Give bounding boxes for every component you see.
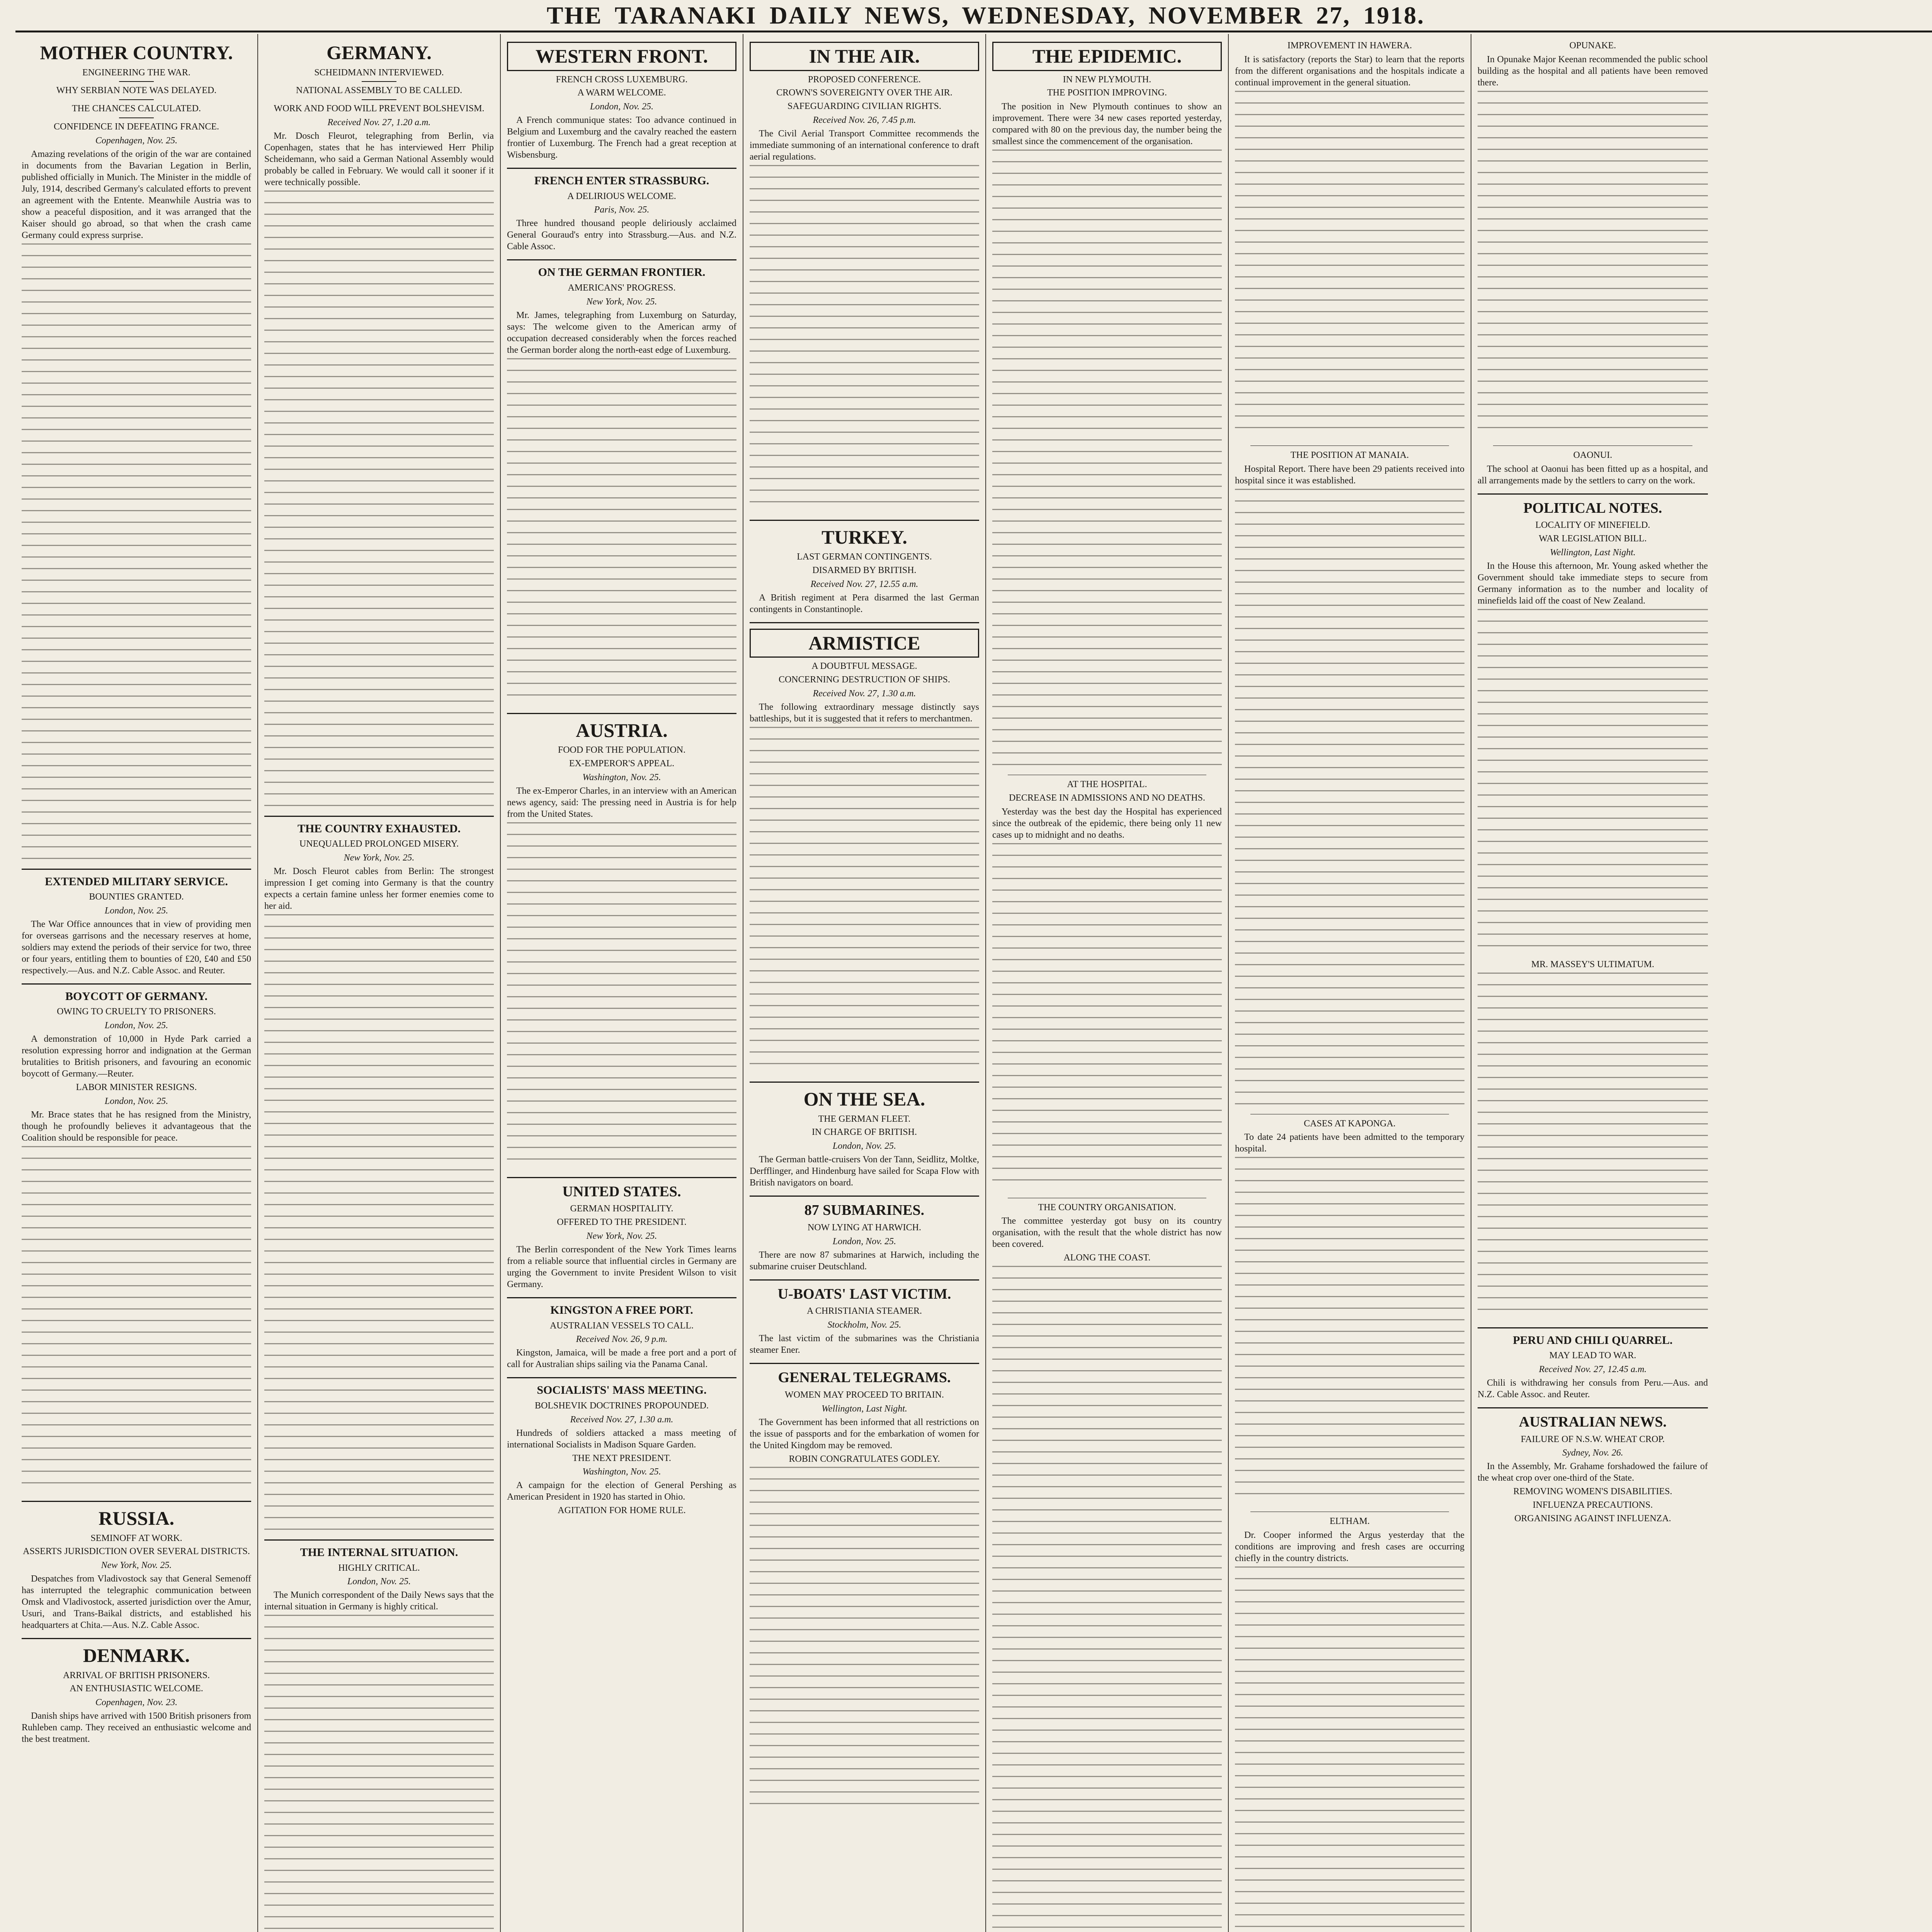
article-germany <box>264 42 494 809</box>
divider <box>264 1539 494 1541</box>
article-peru-chili <box>1478 1334 1708 1400</box>
article-body: Hundreds of soldiers attacked a mass meeting of international Socialists in Madison Square Garden. <box>507 1428 736 1450</box>
article-body: Mr. Brace states that he has resigned from the Ministry, though he profoundly believes it advantageous that the Coalition should be responsible for peace. <box>22 1110 251 1143</box>
article-subhead: ARRIVAL OF BRITISH PRISONERS. <box>63 1670 210 1680</box>
body-text-lines <box>1235 1566 1464 1932</box>
article-subhead: NATIONAL ASSEMBLY TO BE CALLED. <box>296 85 463 96</box>
article-body: The Munich correspondent of the Daily News says that the internal situation in Germany is highly critical. <box>264 1590 494 1612</box>
article-subhead: DISARMED BY BRITISH. <box>812 565 917 576</box>
article-headline: RUSSIA. <box>99 1507 174 1529</box>
article-subhead: A WARM WELCOME. <box>577 88 666 98</box>
article-body: The school at Oaonui has been fitted up as a hospital, and all arrangements made by the settlers to carry on the work. <box>1478 464 1708 486</box>
article-armistice <box>750 629 979 1075</box>
article-subhead: A DOUBTFUL MESSAGE. <box>811 661 917 672</box>
article-headline: WESTERN FRONT. <box>507 42 736 71</box>
dateline: Received Nov. 27, 1.30 a.m. <box>813 689 916 699</box>
article-headline: SOCIALISTS' MASS MEETING. <box>537 1384 707 1397</box>
article-denmark <box>22 1645 251 1745</box>
article-subhead: A CHRISTIANIA STEAMER. <box>806 1306 922 1316</box>
article-general-telegrams <box>750 1369 979 1815</box>
article-body: A demonstration of 10,000 in Hyde Park carried a resolution expressing horror and indignation at the German brutalities to British prisoners, and favouring an economic boycott of Germany.—Reuter. <box>22 1034 251 1079</box>
article-internal-situation <box>264 1546 494 1932</box>
article-body: The Government has been informed that all restrictions on the issue of passports and for the embarkation of women for the United Kingdom may be removed. <box>750 1417 979 1451</box>
divider <box>362 81 396 82</box>
article-subhead: OFFERED TO THE PRESIDENT. <box>557 1217 687 1228</box>
article-subhead: ALONG THE COAST. <box>1063 1253 1151 1263</box>
divider <box>750 622 979 623</box>
article-country-exhausted <box>264 822 494 1532</box>
divider <box>507 1297 736 1298</box>
article-subhead: UNEQUALLED PROLONGED MISERY. <box>299 839 459 849</box>
article-body: The following extraordinary message distinctly says battleships, but it is suggested that it refers to merchantmen. <box>750 702 979 724</box>
divider <box>750 1279 979 1281</box>
column-1 <box>15 34 258 1932</box>
article-manaia <box>1235 450 1464 1107</box>
article-eltham <box>1235 1516 1464 1932</box>
article-subhead: WAR LEGISLATION BILL. <box>1539 534 1647 544</box>
article-subhead: AN ENTHUSIASTIC WELCOME. <box>70 1684 203 1694</box>
dateline: London, Nov. 25. <box>104 1020 168 1031</box>
dateline: New York, Nov. 25. <box>344 853 415 863</box>
dateline: London, Nov. 25. <box>104 1096 168 1107</box>
divider <box>22 1501 251 1502</box>
dateline: London, Nov. 25. <box>590 102 654 112</box>
divider <box>750 1363 979 1364</box>
column-6 <box>1229 34 1471 1932</box>
article-mother-country <box>22 42 251 862</box>
article-subhead: WORK AND FOOD WILL PREVENT BOLSHEVISM. <box>274 104 485 114</box>
article-military-service <box>22 875 251 976</box>
article-subhead: THE CHANCES CALCULATED. <box>72 104 201 114</box>
article-united-states <box>507 1184 736 1290</box>
masthead: THE TARANAKI DAILY NEWS, WEDNESDAY, NOVEMBER 27, 1918. <box>15 0 1932 32</box>
dateline: Received Nov. 26, 9 p.m. <box>576 1334 668 1345</box>
article-oaonui <box>1478 450 1708 486</box>
body-text-lines <box>750 165 979 513</box>
article-country-organisation <box>992 1202 1222 1932</box>
article-headline: GENERAL TELEGRAMS. <box>778 1369 951 1386</box>
divider <box>119 99 154 100</box>
article-subhead: HIGHLY CRITICAL. <box>338 1563 420 1573</box>
article-headline: TURKEY. <box>821 526 907 548</box>
article-headline: PERU AND CHILI QUARREL. <box>1513 1333 1673 1347</box>
article-subhead: FAILURE OF N.S.W. WHEAT CROP. <box>1520 1434 1665 1444</box>
article-epidemic <box>992 42 1222 768</box>
article-subhead: OWING TO CRUELTY TO PRISONERS. <box>57 1007 216 1017</box>
article-subhead: EX-EMPEROR'S APPEAL. <box>569 758 675 769</box>
column-3 <box>501 34 743 1932</box>
dateline: Wellington, Last Night. <box>1550 547 1636 558</box>
article-subhead: OPUNAKE. <box>1569 41 1616 51</box>
article-headline: IN THE AIR. <box>750 42 979 71</box>
dateline: Received Nov. 26, 7.45 p.m. <box>813 115 916 125</box>
article-headline: POLITICAL NOTES. <box>1523 500 1662 516</box>
article-headline: ARMISTICE <box>750 629 979 658</box>
divider <box>750 1196 979 1197</box>
article-subhead: LAST GERMAN CONTINGENTS. <box>797 552 932 562</box>
article-subhead: DECREASE IN ADMISSIONS AND NO DEATHS. <box>1009 793 1206 803</box>
article-subhead: THE GERMAN FLEET. <box>818 1114 911 1124</box>
body-text-lines <box>264 1615 494 1932</box>
article-body: A British regiment at Pera disarmed the last German contingents in Constantinople. <box>750 592 979 614</box>
divider <box>264 816 494 817</box>
article-subhead: AUSTRALIAN VESSELS TO CALL. <box>549 1320 694 1331</box>
column-2 <box>258 34 501 1932</box>
article-hawera <box>1235 40 1464 439</box>
article-headline: EXTENDED MILITARY SERVICE. <box>45 875 228 888</box>
body-text-lines <box>507 822 736 1170</box>
article-subhead: THE POSITION IMPROVING. <box>1047 88 1167 98</box>
article-subhead: ELTHAM. <box>1330 1516 1370 1527</box>
article-subhead: BOUNTIES GRANTED. <box>89 892 184 902</box>
article-headline: THE INTERNAL SITUATION. <box>300 1546 458 1559</box>
body-text-lines <box>1478 973 1708 1320</box>
article-subhead: ROBIN CONGRATULATES GODLEY. <box>789 1454 940 1464</box>
article-russia <box>22 1507 251 1631</box>
article-subhead: LABOR MINISTER RESIGNS. <box>76 1082 197 1093</box>
article-subhead: THE POSITION AT MANAIA. <box>1290 450 1409 460</box>
article-subhead: GERMAN HOSPITALITY. <box>570 1204 673 1214</box>
article-subhead: MR. MASSEY'S ULTIMATUM. <box>1531 959 1655 969</box>
body-text-lines <box>1478 609 1708 957</box>
article-subhead: CONFIDENCE IN DEFEATING FRANCE. <box>53 121 219 132</box>
article-body: Mr. Dosch Fleurot, telegraphing from Berlin, via Copenhagen, states that he has interviewed Herr Philip Scheidemann, who said a German National Assembly would probably be called in February. We would call it sooner if it were technically possible. <box>264 131 494 187</box>
article-subhead: CASES AT KAPONGA. <box>1304 1118 1396 1129</box>
article-subhead: A DELIRIOUS WELCOME. <box>567 191 676 201</box>
body-text-lines <box>264 914 494 1532</box>
columns <box>15 34 1932 1932</box>
column-5 <box>986 34 1229 1932</box>
divider <box>1478 1327 1708 1328</box>
divider <box>1478 493 1708 495</box>
article-subhead: AGITATION FOR HOME RULE. <box>558 1505 686 1516</box>
body-text-lines <box>22 243 251 862</box>
article-headline: ON THE SEA. <box>803 1088 925 1110</box>
article-subhead: NOW LYING AT HARWICH. <box>807 1222 922 1233</box>
body-text-lines <box>1478 91 1708 439</box>
article-body: Danish ships have arrived with 1500 British prisoners from Ruhleben camp. They received an enthusiastic welcome and the best treatment. <box>22 1711 251 1745</box>
article-subhead: FRENCH CROSS LUXEMBURG. <box>556 74 688 85</box>
article-subhead: IMPROVEMENT IN HAWERA. <box>1287 41 1412 51</box>
article-political-notes <box>1478 500 1708 1320</box>
article-subhead: IN CHARGE OF BRITISH. <box>811 1127 917 1138</box>
article-socialists <box>507 1384 736 1516</box>
dateline: London, Nov. 25. <box>104 905 168 916</box>
divider <box>507 168 736 169</box>
column-7 <box>1471 34 1714 1932</box>
article-subhead: OAONUI. <box>1573 450 1612 460</box>
body-text-lines <box>992 843 1222 1191</box>
body-text-lines <box>507 358 736 706</box>
article-hospital <box>992 779 1222 1191</box>
article-subhead: BOLSHEVIK DOCTRINES PROPOUNDED. <box>534 1400 709 1411</box>
article-subhead: MAY LEAD TO WAR. <box>1549 1350 1636 1361</box>
dateline: New York, Nov. 25. <box>586 296 657 307</box>
article-subhead: SCHEIDMANN INTERVIEWED. <box>314 67 444 78</box>
article-subhead: THE COUNTRY ORGANISATION. <box>1038 1202 1176 1213</box>
dateline: New York, Nov. 25. <box>101 1560 172 1571</box>
article-australian-news <box>1478 1414 1708 1524</box>
article-body: The position in New Plymouth continues to show an improvement. There were 34 new cases reported yesterday, compared with 80 on the previous day, the number being the smallest since the commencement of the organisation. <box>992 102 1222 147</box>
body-text-lines <box>22 1146 251 1494</box>
dateline: Received Nov. 27, 12.55 a.m. <box>810 579 918 589</box>
article-german-frontier <box>507 266 736 706</box>
article-subhead: THE NEXT PRESIDENT. <box>572 1453 671 1463</box>
dateline: Copenhagen, Nov. 23. <box>95 1697 178 1708</box>
article-headline: KINGSTON A FREE PORT. <box>550 1304 693 1317</box>
divider <box>119 81 154 82</box>
body-text-lines <box>1235 1157 1464 1505</box>
divider <box>22 983 251 985</box>
dateline: Copenhagen, Nov. 25. <box>95 135 178 146</box>
body-text-lines <box>750 1467 979 1815</box>
article-headline: ON THE GERMAN FRONTIER. <box>538 266 706 279</box>
divider <box>750 1082 979 1083</box>
article-headline: UNITED STATES. <box>562 1183 681 1200</box>
article-body: The War Office announces that in view of providing men for overseas garrisons and the necessary reserves at home, soldiers may extend the periods of their service for two, three or four years, entitling them to bounties of £20, £40 and £50 respectively.—Aus. and N.Z. Cable Assoc. and Reuter. <box>22 919 251 976</box>
article-subhead: WHY SERBIAN NOTE WAS DELAYED. <box>56 85 217 96</box>
article-headline: THE EPIDEMIC. <box>992 42 1222 71</box>
article-submarines <box>750 1202 979 1272</box>
article-headline: AUSTRIA. <box>576 719 668 741</box>
dateline: Stockholm, Nov. 25. <box>827 1320 901 1330</box>
article-body: To date 24 patients have been admitted to the temporary hospital. <box>1235 1132 1464 1154</box>
article-subhead: AT THE HOSPITAL. <box>1067 779 1147 790</box>
body-text-lines <box>1235 489 1464 1107</box>
article-body: The last victim of the submarines was the Christiania steamer Ener. <box>750 1333 979 1355</box>
article-subhead: ORGANISING AGAINST INFLUENZA. <box>1514 1514 1671 1524</box>
article-headline: BOYCOTT OF GERMANY. <box>65 990 208 1003</box>
body-text-lines <box>750 727 979 1075</box>
dateline: London, Nov. 25. <box>832 1141 896 1151</box>
article-subhead: PROPOSED CONFERENCE. <box>808 74 921 85</box>
article-subhead: WOMEN MAY PROCEED TO BRITAIN. <box>784 1389 944 1400</box>
article-subhead: INFLUENZA PRECAUTIONS. <box>1532 1500 1653 1510</box>
article-body: Dr. Cooper informed the Argus yesterday that the conditions are improving and fresh cases are occurring chiefly in the country districts. <box>1235 1530 1464 1564</box>
article-subhead: FOOD FOR THE POPULATION. <box>558 745 686 755</box>
divider <box>507 1377 736 1378</box>
body-text-lines <box>992 1266 1222 1932</box>
article-turkey <box>750 526 979 615</box>
body-text-lines <box>264 190 494 809</box>
article-body: The German battle-cruisers Von der Tann, Seidlitz, Moltke, Derfflinger, and Hindenburg have sailed for Scapa Flow with British navigators on board. <box>750 1155 979 1188</box>
article-body: In the House this afternoon, Mr. Young asked whether the Government should take immediate steps to secure from Germany information as to the number and locality of minefields laid off the coast of New Zealand. <box>1478 561 1708 606</box>
article-body: Despatches from Vladivostock say that General Semenoff has interrupted the telegraphic communication between Omsk and Vladivostock, asserted jurisdiction over the Amur, Usuri, and Trans-Baikal districts, and established his headquarters at Chita.—Aus. N.Z. Cable Assoc. <box>22 1574 251 1631</box>
article-kaponga <box>1235 1118 1464 1505</box>
dateline: Sydney, Nov. 26. <box>1562 1448 1623 1458</box>
article-body: The committee yesterday got busy on its country organisation, with the result that the whole district has now been covered. <box>992 1216 1222 1250</box>
body-text-lines <box>1235 91 1464 439</box>
article-subhead: LOCALITY OF MINEFIELD. <box>1535 520 1650 531</box>
dateline: Received Nov. 27, 1.30 a.m. <box>570 1414 673 1425</box>
dateline: Washington, Nov. 25. <box>582 1467 661 1477</box>
article-subhead: IN NEW PLYMOUTH. <box>1063 74 1151 85</box>
article-headline: 87 SUBMARINES. <box>804 1202 925 1219</box>
divider <box>119 117 154 118</box>
article-subhead: REMOVING WOMEN'S DISABILITIES. <box>1513 1486 1672 1497</box>
article-headline: FRENCH ENTER STRASSBURG. <box>534 174 709 187</box>
article-body: Mr. James, telegraphing from Luxemburg on Saturday, says: The welcome given to the American army of occupation decreased considerably when the forces reached the German border along the north-east edge of Luxemburg. <box>507 310 736 355</box>
article-on-the-sea <box>750 1088 979 1189</box>
divider <box>22 869 251 870</box>
dateline: Received Nov. 27, 1.20 a.m. <box>327 117 431 128</box>
article-headline: AUSTRALIAN NEWS. <box>1519 1413 1667 1430</box>
article-body: Chili is withdrawing her consuls from Peru.—Aus. and N.Z. Cable Assoc. and Reuter. <box>1478 1378 1708 1400</box>
dateline: Washington, Nov. 25. <box>582 772 661 782</box>
article-subhead: ENGINEERING THE WAR. <box>82 67 190 78</box>
article-subhead: SAFEGUARDING CIVILIAN RIGHTS. <box>787 101 941 112</box>
article-body: In Opunake Major Keenan recommended the public school building as the hospital and all patients have been removed there. <box>1478 54 1708 88</box>
divider <box>362 99 396 100</box>
body-text-lines <box>992 150 1222 768</box>
article-opunake <box>1478 40 1708 439</box>
article-body: The ex-Emperor Charles, in an interview with an American news agency, said: The pressing need in Austria is for help from the United States. <box>507 786 736 819</box>
article-body: A campaign for the election of General Pershing as American President in 1920 has started in Ohio. <box>507 1480 736 1502</box>
article-headline: U-BOATS' LAST VICTIM. <box>777 1286 951 1302</box>
article-boycott <box>22 990 251 1494</box>
article-austria <box>507 719 736 1170</box>
dateline: Paris, Nov. 25. <box>594 205 650 215</box>
article-western-front <box>507 42 736 161</box>
dateline: New York, Nov. 25. <box>586 1231 657 1242</box>
article-body: Kingston, Jamaica, will be made a free port and a port of call for Australian ships sailing via the Panama Canal. <box>507 1348 736 1370</box>
article-body: Three hundred thousand people deliriously acclaimed General Gouraud's entry into Strassburg.—Aus. and N.Z. Cable Assoc. <box>507 218 736 252</box>
divider <box>507 713 736 714</box>
article-subhead: SEMINOFF AT WORK. <box>90 1533 182 1543</box>
article-kingston <box>507 1304 736 1370</box>
divider <box>507 1177 736 1178</box>
divider <box>1478 1407 1708 1408</box>
article-subhead: CROWN'S SOVEREIGNTY OVER THE AIR. <box>776 88 952 98</box>
article-strassburg <box>507 174 736 252</box>
article-headline: THE COUNTRY EXHAUSTED. <box>297 822 461 835</box>
article-subhead: ASSERTS JURISDICTION OVER SEVERAL DISTRICTS. <box>23 1546 250 1557</box>
article-in-the-air <box>750 42 979 513</box>
article-body: In the Assembly, Mr. Grahame forshadowed the failure of the wheat crop over one-third of the State. <box>1478 1461 1708 1483</box>
dateline: Wellington, Last Night. <box>821 1403 907 1414</box>
article-subhead: AMERICANS' PROGRESS. <box>568 282 676 293</box>
article-body: The Berlin correspondent of the New York Times learns from a reliable source that influential circles in Germany are urging the Government to invite President Wilson to visit Germany. <box>507 1245 736 1290</box>
article-headline: GERMANY. <box>327 42 432 63</box>
article-headline: DENMARK. <box>83 1645 190 1667</box>
article-body: It is satisfactory (reports the Star) to learn that the reports from the different organisations and the hospitals indicate a continual improvement in the general situation. <box>1235 54 1464 88</box>
dateline: London, Nov. 25. <box>832 1236 896 1247</box>
article-body: Yesterday was the best day the Hospital has experienced since the outbreak of the epidemic, there being only 11 new cases up to midnight and no deaths. <box>992 806 1222 840</box>
article-body: There are now 87 submarines at Harwich, including the submarine cruiser Deutschland. <box>750 1250 979 1272</box>
divider <box>22 1638 251 1639</box>
article-body: Amazing revelations of the origin of the war are contained in documents from the Bavarian Legation in Berlin, published officially in Munich. The Minister in the middle of July, 1914, described Germany's calculated efforts to prevent an agreement with the Entente. Meanwhile Austria was to show a peaceful disposition, and it was arranged that the Kaiser should go abroad, so that when the crash came Germany could express surprise. <box>22 149 251 240</box>
dateline: Received Nov. 27, 12.45 a.m. <box>1539 1364 1647 1374</box>
dateline: London, Nov. 25. <box>347 1577 411 1587</box>
article-body: Mr. Dosch Fleurot cables from Berlin: The strongest impression I get coming into Germany is that the country expects a certain famine unless her former enemies come to her aid. <box>264 866 494 912</box>
column-4 <box>743 34 986 1932</box>
article-body: A French communique states: Too advance continued in Belgium and Luxemburg and the cavalry reached the eastern frontier of Luxemburg. The French had a great reception at Wisbensburg. <box>507 115 736 160</box>
divider <box>507 259 736 260</box>
article-subhead: CONCERNING DESTRUCTION OF SHIPS. <box>778 675 951 685</box>
article-body: The Civil Aerial Transport Committee recommends the immediate summoning of an international conference to draft aerial regulations. <box>750 128 979 162</box>
article-headline: MOTHER COUNTRY. <box>40 42 233 63</box>
divider <box>750 520 979 521</box>
article-uboats <box>750 1286 979 1356</box>
article-body: Hospital Report. There have been 29 patients received into hospital since it was established. <box>1235 464 1464 486</box>
